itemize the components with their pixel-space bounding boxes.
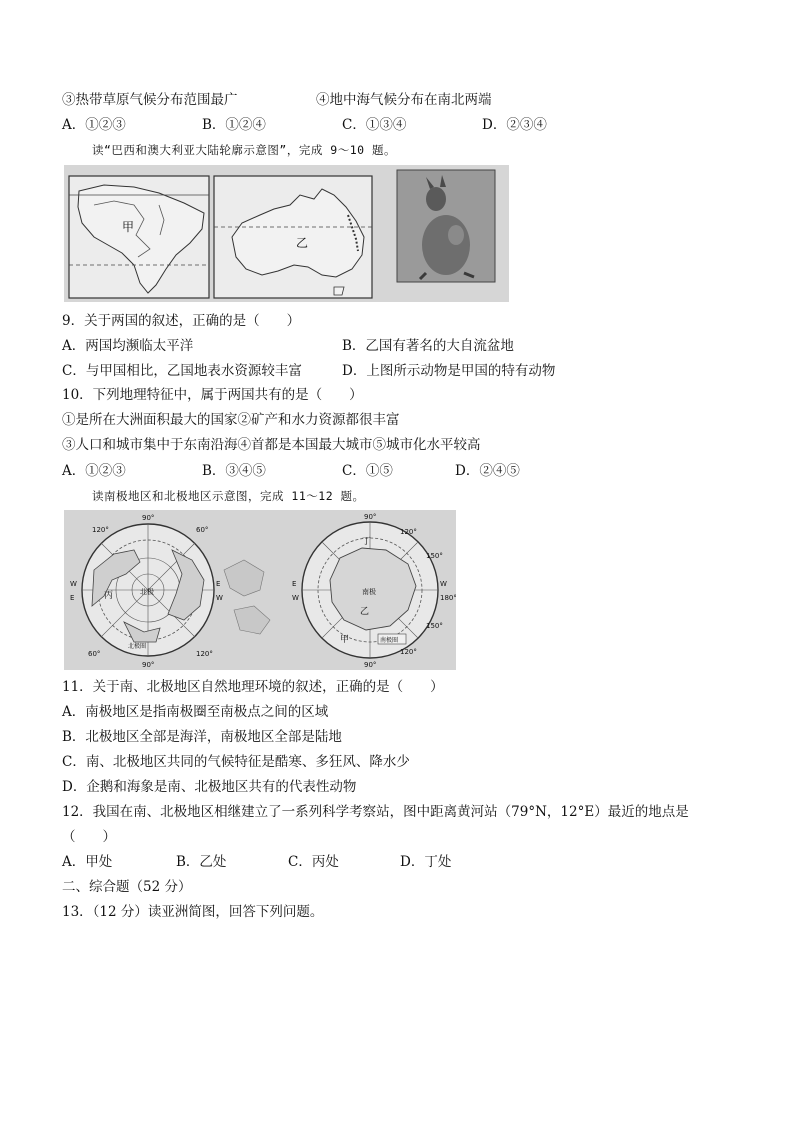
antarctic-deg-120-bottom: 120° (400, 648, 417, 656)
antarctic-ding: 丁 (362, 537, 372, 547)
arctic-deg-bottom: 90° (142, 661, 155, 669)
q10-line2: ③人口和城市集中于东南沿海④首都是本国最大城市⑤城市化水平较高 (62, 437, 481, 453)
q9-option-d: D．上图所示动物是甲国的特有动物 (342, 363, 556, 379)
figure-brazil-australia-svg (64, 165, 509, 302)
antarctic-deg-120-top: 120° (400, 528, 417, 536)
antarctic-w-right: W (440, 580, 447, 588)
q10-option-d: D．②④⑤ (455, 463, 520, 479)
antarctic-w-left: W (292, 594, 299, 602)
q13-stem: 13．（12 分）读亚洲简图，回答下列问题。 (62, 904, 324, 920)
antarctic-jia: 甲 (340, 635, 350, 645)
q8-item4: ④地中海气候分布在南北两端 (316, 92, 492, 108)
q11-option-b: B．北极地区全部是海洋，南极地区全部是陆地 (62, 729, 342, 745)
arctic-e-left: E (70, 594, 75, 602)
q11-stem: 11．关于南、北极地区自然地理环境的叙述，正确的是（ ） (62, 679, 444, 695)
q12-paren: （ ） (62, 829, 116, 845)
q10-option-c: C．①⑤ (342, 463, 393, 479)
arctic-bing: 丙 (104, 591, 114, 601)
q12-option-c: C．丙处 (288, 854, 339, 870)
q12-option-d: D．丁处 (400, 854, 452, 870)
antarctic-deg-150-bottom: 150° (426, 622, 443, 630)
intro-9-10: 读“巴西和澳大利亚大陆轮廓示意图”，完成 9～10 题。 (92, 143, 396, 157)
arctic-pole-label: 北极 (140, 588, 154, 596)
label-jia: 甲 (122, 220, 135, 234)
antarctic-pole-label: 南极 (362, 588, 376, 596)
arctic-deg-60: 120° (92, 526, 109, 534)
arctic-deg-top: 90° (142, 514, 155, 522)
q12-option-b: B．乙处 (176, 854, 227, 870)
antarctic-circle-label: 南极圈 (380, 637, 399, 644)
arctic-deg-120: 60° (196, 526, 209, 534)
arctic-e-right: E (216, 580, 221, 588)
antarctic-e-left: E (292, 580, 297, 588)
antarctic-deg-150-top: 150° (426, 552, 443, 560)
label-yi: 乙 (296, 236, 309, 250)
antarctic-yi: 乙 (360, 607, 370, 617)
q9-stem: 9．关于两国的叙述，正确的是（ ） (62, 313, 301, 329)
q12-option-a: A．甲处 (62, 854, 113, 870)
antarctic-deg-top: 90° (364, 513, 377, 521)
q9-option-c: C．与甲国相比，乙国地表水资源较丰富 (62, 363, 302, 379)
q10-stem: 10．下列地理特征中，属于两国共有的是（ ） (62, 387, 363, 403)
q12-stem: 12．我国在南、北极地区相继建立了一系列科学考察站，图中距离黄河站（79°N，12°E）最近的地点是 (62, 804, 689, 820)
q9-option-a: A．两国均濒临太平洋 (62, 338, 194, 354)
intro-11-12: 读南极地区和北极地区示意图，完成 11～12 题。 (92, 489, 365, 503)
arctic-w-left: W (70, 580, 77, 588)
q11-option-d: D．企鹅和海象是南、北极地区共有的代表性动物 (62, 779, 357, 795)
q8-option-d: D．②③④ (482, 117, 547, 133)
arctic-circle-label: 北极圈 (128, 643, 147, 650)
q10-option-a: A．①②③ (62, 463, 126, 479)
antarctic-deg-bottom: 90° (364, 661, 377, 669)
q10-option-b: B．③④⑤ (202, 463, 266, 479)
figure-brazil-australia (64, 165, 509, 302)
arctic-deg-bottom-left: 60° (88, 650, 101, 658)
figure-polar-maps (64, 510, 456, 670)
arctic-w-right: W (216, 594, 223, 602)
antarctic-180-right: 180° (440, 594, 456, 602)
arctic-deg-bottom-right: 120° (196, 650, 213, 658)
figure-polar-maps-svg (64, 510, 456, 670)
q9-option-b: B．乙国有著名的大自流盆地 (342, 338, 514, 354)
q8-option-b: B．①②④ (202, 117, 266, 133)
q8-item3: ③热带草原气候分布范围最广 (62, 92, 238, 108)
q8-option-c: C．①③④ (342, 117, 407, 133)
q11-option-a: A．南极地区是指南极圈至南极点之间的区域 (62, 704, 329, 720)
section2-heading: 二、综合题（52 分） (62, 879, 192, 895)
q8-option-a: A．①②③ (62, 117, 126, 133)
q10-line1: ①是所在大洲面积最大的国家②矿产和水力资源都很丰富 (62, 412, 400, 428)
q11-option-c: C．南、北极地区共同的气候特征是酷寒、多狂风、降水少 (62, 754, 410, 770)
